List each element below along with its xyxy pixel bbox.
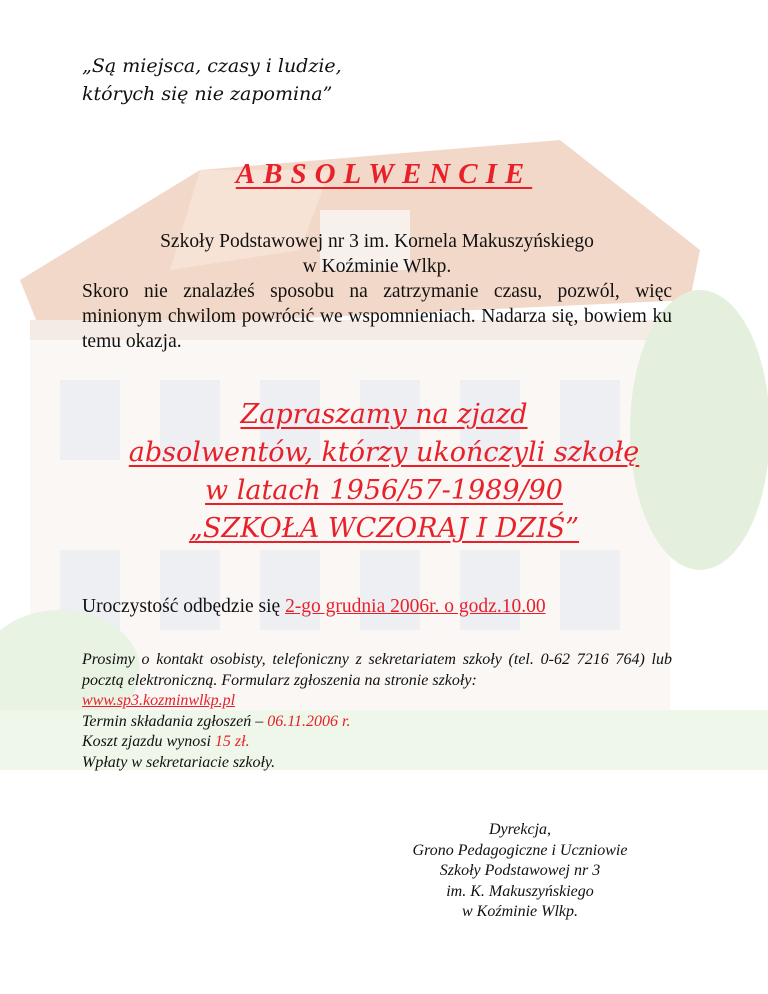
signature-line-4: im. K. Makuszyńskiego	[446, 882, 594, 900]
signature-line-3: Szkoły Podstawowej nr 3	[439, 862, 601, 879]
headline-absolwencie: ABSOLWENCIE	[235, 158, 533, 190]
invitation-line-3: w latach 1956/57-1989/90	[205, 475, 563, 506]
motto-quote	[82, 52, 342, 108]
invitation-line-4: „SZKOŁA WCZORAJ I DZIŚ”	[188, 513, 580, 544]
motto-line-1: „Są miejsca, czasy i ludzie,	[82, 55, 342, 77]
ceremony-prefix: Uroczystość odbędzie się	[82, 596, 286, 617]
contact-text: Prosimy o kontakt osobisty, telefoniczny z sekretariatem szkoły (tel. 0-62 7216 764) lub pocztą elektroniczną. Formularz zgłoszenia na stronie szkoły:	[82, 651, 672, 689]
invitation-block	[0, 396, 768, 548]
invitation-line-2: absolwentów, którzy ukończyli szkołę	[128, 437, 640, 468]
signature-line-1: Dyrekcja,	[488, 821, 552, 838]
cost-line	[82, 732, 672, 753]
notes-section	[82, 650, 672, 773]
school-name-line-2: w Koźminie Wlkp.	[302, 256, 452, 277]
signature-block	[370, 820, 670, 923]
motto-line-2: których się nie zapomina”	[82, 83, 333, 105]
signature-line-5: w Koźminie Wlkp.	[462, 903, 578, 920]
ceremony-date: 2-go grudnia 2006r. o godz.10.00	[285, 596, 546, 617]
deadline-prefix: Termin składania zgłoszeń –	[82, 712, 268, 730]
cost-value: 15 zł.	[214, 733, 250, 750]
deadline-date: 06.11.2006 r.	[267, 712, 351, 730]
deadline-line	[82, 712, 672, 733]
payment-line: Wpłaty w sekretariacie szkoły.	[82, 753, 276, 771]
intro-paragraph: Skoro nie znalazłeś sposobu na zatrzymanie czasu, pozwól, więc minionym chwilom powrócić we wspomnieniach. Nadarza się, bowiem ku temu okazja.	[82, 281, 672, 352]
cost-prefix: Koszt zjazdu wynosi	[82, 733, 215, 750]
school-name-line-1: Szkoły Podstawowej nr 3 im. Kornela Makuszyńskiego	[160, 231, 594, 252]
school-website-link[interactable]: www.sp3.kozminwlkp.pl	[82, 692, 236, 709]
intro-section	[82, 229, 672, 354]
signature-line-2: Grono Pedagogiczne i Uczniowie	[412, 841, 628, 859]
ceremony-info	[82, 596, 546, 618]
invitation-line-1: Zapraszamy na zjazd	[240, 399, 528, 430]
